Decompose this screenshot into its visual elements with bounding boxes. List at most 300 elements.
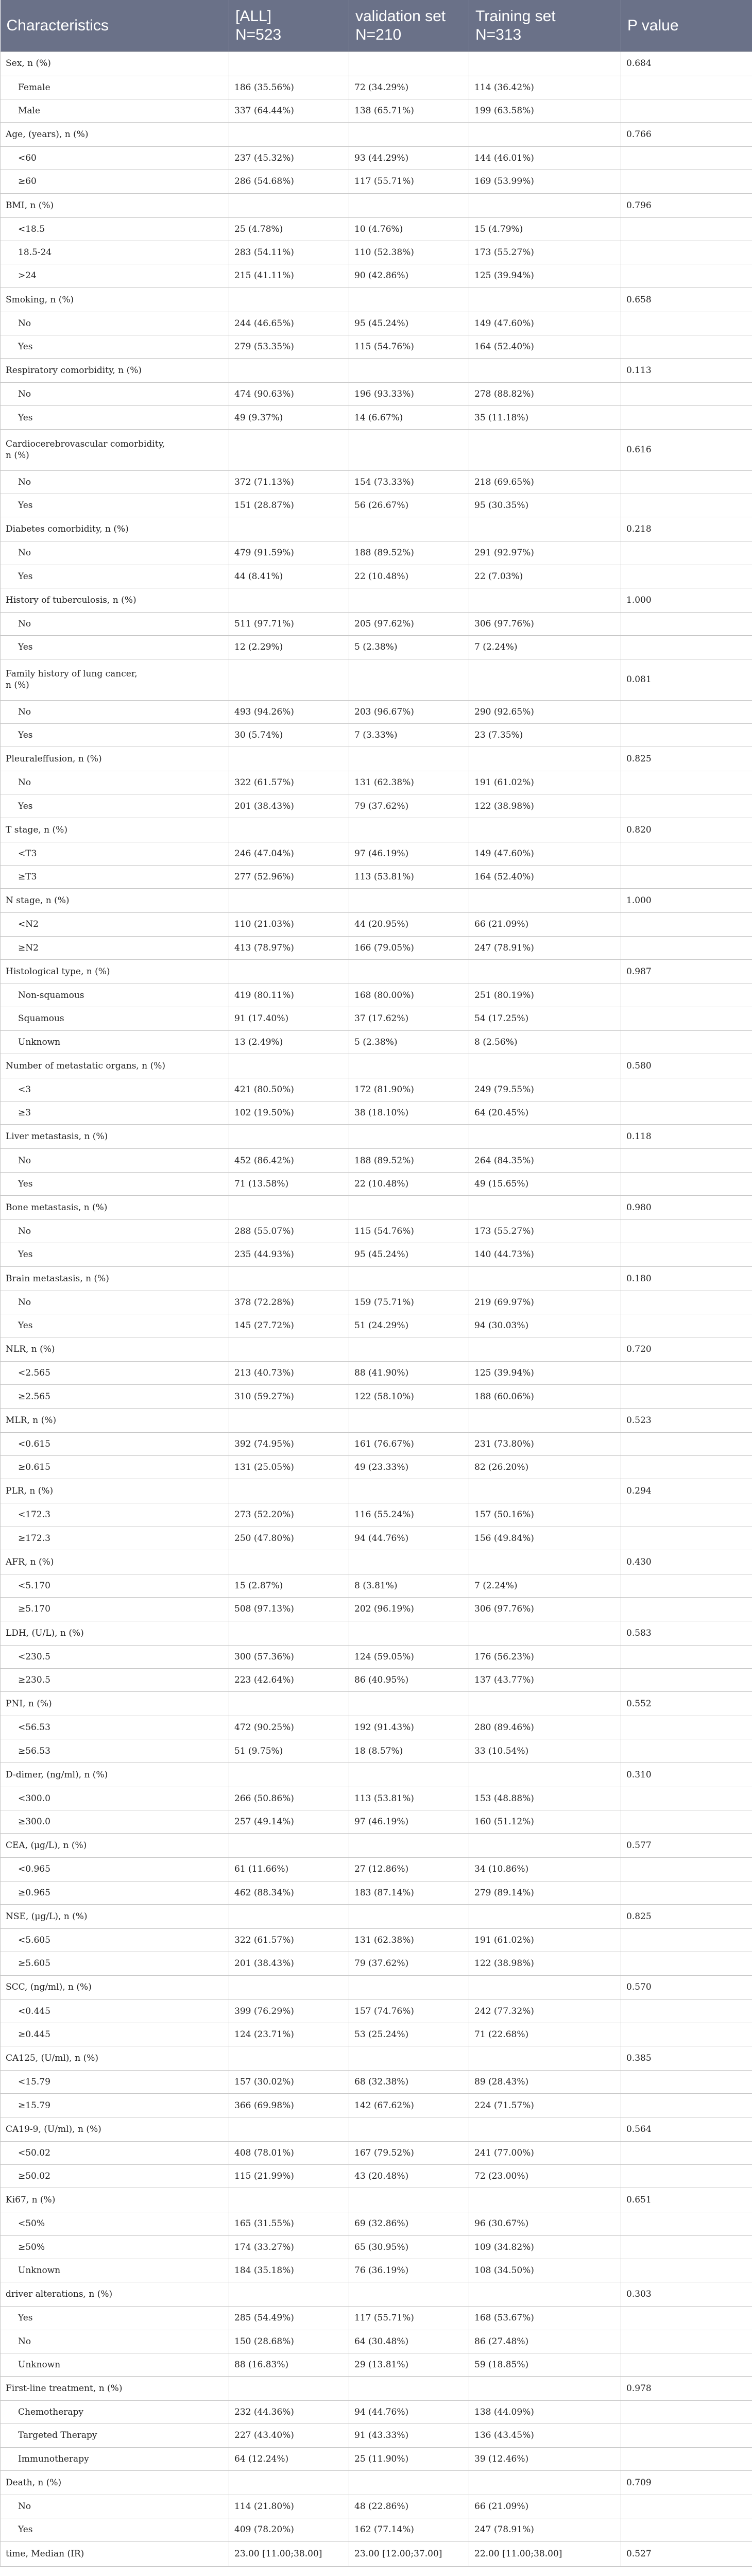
training-value-cell: 34 (10.86%) <box>469 1858 621 1881</box>
header-p-value: P value <box>627 16 679 34</box>
table-row <box>1 1101 752 1125</box>
empty-cell <box>621 1149 752 1172</box>
all-value-cell: 114 (21.80%) <box>229 2495 349 2518</box>
empty-cell <box>621 2330 752 2353</box>
subcategory-label: <50% <box>1 2212 229 2235</box>
training-value-cell: 149 (47.60%) <box>469 312 621 335</box>
validation-value-cell: 56 (26.67%) <box>349 494 469 517</box>
table-row <box>1 2094 752 2117</box>
subcategory-label: <3 <box>1 1078 229 1101</box>
validation-value-cell: 69 (32.86%) <box>349 2212 469 2235</box>
all-value-cell: 213 (40.73%) <box>229 1362 349 1385</box>
empty-cell <box>469 588 621 612</box>
validation-value-cell: 5 (2.38%) <box>349 636 469 659</box>
validation-value-cell: 110 (52.38%) <box>349 241 469 264</box>
validation-value-cell: 64 (30.48%) <box>349 2330 469 2353</box>
p-value-cell: 0.113 <box>621 359 752 383</box>
empty-cell <box>621 2235 752 2259</box>
category-row <box>1 359 752 383</box>
subcategory-label: <T3 <box>1 842 229 865</box>
table-row <box>1 2071 752 2094</box>
empty-cell <box>469 517 621 541</box>
category-label: Brain metastasis, n (%) <box>1 1266 229 1291</box>
subcategory-label: ≥15.79 <box>1 2094 229 2117</box>
all-value-cell: 88 (16.83%) <box>229 2353 349 2376</box>
empty-cell <box>621 1314 752 1337</box>
training-value-cell: 247 (78.91%) <box>469 2518 621 2541</box>
subcategory-label: Yes <box>1 723 229 747</box>
training-value-cell: 306 (97.76%) <box>469 612 621 635</box>
training-value-cell: 164 (52.40%) <box>469 335 621 358</box>
empty-cell <box>621 636 752 659</box>
empty-cell <box>229 889 349 913</box>
training-value-cell: 136 (43.45%) <box>469 2424 621 2447</box>
table-row <box>1 494 752 517</box>
subcategory-label: Yes <box>1 565 229 588</box>
subcategory-label: Yes <box>1 2518 229 2541</box>
training-value-cell: 247 (78.91%) <box>469 936 621 959</box>
p-value-cell: 1.000 <box>621 588 752 612</box>
validation-value-cell: 192 (91.43%) <box>349 1716 469 1739</box>
category-label: Diabetes comorbidity, n (%) <box>1 517 229 541</box>
table-row <box>1 565 752 588</box>
empty-cell <box>621 1645 752 1668</box>
category-label: Number of metastatic organs, n (%) <box>1 1054 229 1078</box>
table-row <box>1 1999 752 2023</box>
training-value-cell: 23 (7.35%) <box>469 723 621 747</box>
category-label: LDH, (U/L), n (%) <box>1 1621 229 1645</box>
all-value-cell: 462 (88.34%) <box>229 1881 349 1904</box>
all-value-cell: 413 (78.97%) <box>229 936 349 959</box>
empty-cell <box>349 1762 469 1787</box>
table-row <box>1 1078 752 1101</box>
empty-cell <box>349 1408 469 1432</box>
all-value-cell: 215 (41.11%) <box>229 264 349 287</box>
subcategory-label: ≥230.5 <box>1 1668 229 1691</box>
table-row <box>1 1739 752 1762</box>
empty-cell <box>469 1196 621 1220</box>
empty-cell <box>621 2094 752 2117</box>
empty-cell <box>469 889 621 913</box>
subcategory-label: <18.5 <box>1 217 229 241</box>
category-label: PNI, n (%) <box>1 1692 229 1716</box>
empty-cell <box>349 588 469 612</box>
table-row <box>1 1503 752 1527</box>
validation-value-cell: 116 (55.24%) <box>349 1503 469 1527</box>
empty-cell <box>469 1975 621 1999</box>
subcategory-label: ≥T3 <box>1 866 229 889</box>
training-value-cell: 173 (55.27%) <box>469 241 621 264</box>
p-value-cell: 0.570 <box>621 1975 752 1999</box>
empty-cell <box>621 170 752 193</box>
subcategory-label: Immunotherapy <box>1 2447 229 2470</box>
table-row <box>1 2141 752 2164</box>
subcategory-label: Yes <box>1 494 229 517</box>
training-value-cell: 199 (63.58%) <box>469 99 621 122</box>
all-value-cell: 408 (78.01%) <box>229 2141 349 2164</box>
empty-cell <box>621 2447 752 2470</box>
all-value-cell: 419 (80.11%) <box>229 984 349 1007</box>
category-row <box>1 1692 752 1716</box>
table-row <box>1 2401 752 2424</box>
table-row <box>1 1149 752 1172</box>
training-value-cell: 125 (39.94%) <box>469 1362 621 1385</box>
empty-cell <box>621 723 752 747</box>
validation-value-cell: 138 (65.71%) <box>349 99 469 122</box>
validation-value-cell: 95 (45.24%) <box>349 1243 469 1266</box>
subcategory-label: Targeted Therapy <box>1 2424 229 2447</box>
table-row <box>1 1291 752 1314</box>
category-row <box>1 1266 752 1291</box>
subcategory-label: <0.615 <box>1 1432 229 1455</box>
category-row <box>1 2046 752 2071</box>
empty-cell <box>349 818 469 842</box>
subcategory-label: ≥172.3 <box>1 1527 229 1550</box>
all-value-cell: 266 (50.86%) <box>229 1787 349 1810</box>
table-row <box>1 700 752 723</box>
header-training-set: Training set N=313 <box>469 0 621 52</box>
training-value-cell: 109 (34.82%) <box>469 2235 621 2259</box>
all-value-cell: 102 (19.50%) <box>229 1101 349 1125</box>
empty-cell <box>621 1999 752 2023</box>
all-value-cell: 421 (80.50%) <box>229 1078 349 1101</box>
training-value-cell: 191 (61.02%) <box>469 1928 621 1952</box>
empty-cell <box>349 1266 469 1291</box>
subcategory-label: 18.5-24 <box>1 241 229 264</box>
subcategory-label: Female <box>1 76 229 99</box>
subcategory-label: No <box>1 2495 229 2518</box>
p-value-cell: 0.978 <box>621 2377 752 2401</box>
table-row <box>1 771 752 794</box>
p-value-cell: 0.218 <box>621 517 752 541</box>
all-value-cell: 479 (91.59%) <box>229 541 349 565</box>
table-body <box>1 52 752 2566</box>
p-value-cell: 0.980 <box>621 1196 752 1220</box>
empty-cell <box>621 1432 752 1455</box>
empty-cell <box>621 2071 752 2094</box>
all-value-cell: 257 (49.14%) <box>229 1810 349 1834</box>
all-value-cell: 310 (59.27%) <box>229 1385 349 1408</box>
empty-cell <box>349 123 469 147</box>
header-characteristics: Characteristics <box>1 0 229 52</box>
table-row <box>1 723 752 747</box>
training-value-cell: 66 (21.09%) <box>469 2495 621 2518</box>
empty-cell <box>621 1668 752 1691</box>
p-value-cell: 0.580 <box>621 1054 752 1078</box>
empty-cell <box>469 659 621 700</box>
empty-cell <box>349 1550 469 1574</box>
validation-value-cell: 94 (44.76%) <box>349 2401 469 2424</box>
validation-value-cell: 49 (23.33%) <box>349 1456 469 1479</box>
empty-cell <box>229 2046 349 2071</box>
validation-value-cell: 23.00 [12.00;37.00] <box>349 2541 469 2566</box>
category-label: First-line treatment, n (%) <box>1 2377 229 2401</box>
validation-value-cell: 8 (3.81%) <box>349 1574 469 1597</box>
validation-value-cell: 43 (20.48%) <box>349 2165 469 2188</box>
validation-value-cell: 18 (8.57%) <box>349 1739 469 1762</box>
subcategory-label: No <box>1 470 229 494</box>
subcategory-label: No <box>1 1291 229 1314</box>
training-value-cell: 231 (73.80%) <box>469 1432 621 1455</box>
p-value-cell: 0.180 <box>621 1266 752 1291</box>
all-value-cell: 145 (27.72%) <box>229 1314 349 1337</box>
table-row <box>1 1527 752 1550</box>
empty-cell <box>349 517 469 541</box>
subcategory-label: ≥N2 <box>1 936 229 959</box>
p-value-cell: 0.766 <box>621 123 752 147</box>
empty-cell <box>621 1030 752 1054</box>
table-row <box>1 2212 752 2235</box>
subcategory-label: <5.170 <box>1 1574 229 1597</box>
empty-cell <box>621 541 752 565</box>
p-value-cell: 0.118 <box>621 1125 752 1149</box>
empty-cell <box>229 1550 349 1574</box>
empty-cell <box>349 1196 469 1220</box>
subcategory-label: ≥50% <box>1 2235 229 2259</box>
validation-value-cell: 79 (37.62%) <box>349 1952 469 1975</box>
validation-value-cell: 37 (17.62%) <box>349 1007 469 1030</box>
table-row <box>1 794 752 818</box>
table-row <box>1 541 752 565</box>
empty-cell <box>621 2495 752 2518</box>
validation-value-cell: 142 (67.62%) <box>349 2094 469 2117</box>
all-value-cell: 184 (35.18%) <box>229 2259 349 2282</box>
empty-cell <box>621 936 752 959</box>
table-row <box>1 1668 752 1691</box>
empty-cell <box>621 264 752 287</box>
category-label: NLR, n (%) <box>1 1337 229 1362</box>
empty-cell <box>621 2518 752 2541</box>
table-row <box>1 636 752 659</box>
subcategory-label: <56.53 <box>1 1716 229 1739</box>
all-value-cell: 235 (44.93%) <box>229 1243 349 1266</box>
empty-cell <box>229 1762 349 1787</box>
subcategory-label: <230.5 <box>1 1645 229 1668</box>
training-value-cell: 306 (97.76%) <box>469 1598 621 1621</box>
p-value-cell: 0.820 <box>621 818 752 842</box>
category-row <box>1 287 752 312</box>
empty-cell <box>621 1881 752 1904</box>
table-row <box>1 984 752 1007</box>
category-row <box>1 2470 752 2495</box>
validation-value-cell: 167 (79.52%) <box>349 2141 469 2164</box>
category-row <box>1 517 752 541</box>
all-value-cell: 288 (55.07%) <box>229 1220 349 1243</box>
p-value-cell: 0.303 <box>621 2282 752 2307</box>
table-row <box>1 1385 752 1408</box>
training-value-cell: 49 (15.65%) <box>469 1172 621 1195</box>
empty-cell <box>621 1007 752 1030</box>
validation-value-cell: 113 (53.81%) <box>349 1787 469 1810</box>
empty-cell <box>229 52 349 76</box>
empty-cell <box>469 429 621 470</box>
empty-cell <box>469 2377 621 2401</box>
empty-cell <box>349 747 469 771</box>
validation-value-cell: 188 (89.52%) <box>349 541 469 565</box>
empty-cell <box>229 1125 349 1149</box>
training-value-cell: 95 (30.35%) <box>469 494 621 517</box>
category-label: CA125, (U/ml), n (%) <box>1 2046 229 2071</box>
empty-cell <box>229 2188 349 2212</box>
empty-cell <box>229 429 349 470</box>
training-value-cell: 8 (2.56%) <box>469 1030 621 1054</box>
validation-value-cell: 10 (4.76%) <box>349 217 469 241</box>
training-value-cell: 168 (53.67%) <box>469 2307 621 2330</box>
empty-cell <box>621 1928 752 1952</box>
category-label: CA19-9, (U/ml), n (%) <box>1 2117 229 2141</box>
validation-value-cell: 25 (11.90%) <box>349 2447 469 2470</box>
empty-cell <box>621 1291 752 1314</box>
table-row <box>1 1007 752 1030</box>
subcategory-label: <2.565 <box>1 1362 229 1385</box>
empty-cell <box>621 1810 752 1834</box>
category-row <box>1 588 752 612</box>
empty-cell <box>621 99 752 122</box>
training-value-cell: 157 (50.16%) <box>469 1503 621 1527</box>
category-label: Respiratory comorbidity, n (%) <box>1 359 229 383</box>
subcategory-label: <50.02 <box>1 2141 229 2164</box>
empty-cell <box>229 1408 349 1432</box>
validation-value-cell: 205 (97.62%) <box>349 612 469 635</box>
subcategory-label: <172.3 <box>1 1503 229 1527</box>
subcategory-label: No <box>1 541 229 565</box>
validation-value-cell: 93 (44.29%) <box>349 147 469 170</box>
empty-cell <box>621 612 752 635</box>
category-label: MLR, n (%) <box>1 1408 229 1432</box>
all-value-cell: 300 (57.36%) <box>229 1645 349 1668</box>
empty-cell <box>349 1621 469 1645</box>
validation-value-cell: 38 (18.10%) <box>349 1101 469 1125</box>
empty-cell <box>229 1337 349 1362</box>
empty-cell <box>469 1054 621 1078</box>
training-value-cell: 66 (21.09%) <box>469 913 621 936</box>
training-value-cell: 89 (28.43%) <box>469 2071 621 2094</box>
table-row <box>1 264 752 287</box>
subcategory-label: ≥0.965 <box>1 1881 229 1904</box>
all-value-cell: 49 (9.37%) <box>229 406 349 429</box>
empty-cell <box>469 2470 621 2495</box>
empty-cell <box>349 1479 469 1503</box>
table-row <box>1 1952 752 1975</box>
subcategory-label: ≥56.53 <box>1 1739 229 1762</box>
empty-cell <box>621 2307 752 2330</box>
empty-cell <box>469 2282 621 2307</box>
validation-value-cell: 94 (44.76%) <box>349 1527 469 1550</box>
all-value-cell: 201 (38.43%) <box>229 1952 349 1975</box>
category-row <box>1 1975 752 1999</box>
validation-value-cell: 90 (42.86%) <box>349 264 469 287</box>
empty-cell <box>349 2046 469 2071</box>
all-value-cell: 285 (54.49%) <box>229 2307 349 2330</box>
empty-cell <box>621 217 752 241</box>
empty-cell <box>621 1220 752 1243</box>
subcategory-label: No <box>1 700 229 723</box>
all-value-cell: 124 (23.71%) <box>229 2023 349 2046</box>
empty-cell <box>621 842 752 865</box>
empty-cell <box>621 2424 752 2447</box>
empty-cell <box>229 1692 349 1716</box>
p-value-cell: 0.310 <box>621 1762 752 1787</box>
empty-cell <box>621 2141 752 2164</box>
training-value-cell: 169 (53.99%) <box>469 170 621 193</box>
validation-value-cell: 166 (79.05%) <box>349 936 469 959</box>
table-row <box>1 1881 752 1904</box>
all-value-cell: 25 (4.78%) <box>229 217 349 241</box>
empty-cell <box>229 2470 349 2495</box>
empty-cell <box>349 2188 469 2212</box>
all-value-cell: 174 (33.27%) <box>229 2235 349 2259</box>
category-row <box>1 747 752 771</box>
empty-cell <box>621 147 752 170</box>
table-row <box>1 406 752 429</box>
table-row <box>1 99 752 122</box>
empty-cell <box>621 700 752 723</box>
subcategory-label: ≥5.605 <box>1 1952 229 1975</box>
empty-cell <box>621 494 752 517</box>
empty-cell <box>621 406 752 429</box>
category-row <box>1 1125 752 1149</box>
empty-cell <box>469 359 621 383</box>
validation-value-cell: 44 (20.95%) <box>349 913 469 936</box>
validation-value-cell: 76 (36.19%) <box>349 2259 469 2282</box>
subcategory-label: ≥3 <box>1 1101 229 1125</box>
validation-value-cell: 161 (76.67%) <box>349 1432 469 1455</box>
p-value-cell: 0.564 <box>621 2117 752 2141</box>
category-label: Family history of lung cancer, n (%) <box>1 659 229 700</box>
empty-cell <box>229 2377 349 2401</box>
category-row <box>1 2377 752 2401</box>
empty-cell <box>349 1337 469 1362</box>
validation-value-cell: 115 (54.76%) <box>349 1220 469 1243</box>
category-label: N stage, n (%) <box>1 889 229 913</box>
subcategory-label: Non-squamous <box>1 984 229 1007</box>
category-label: PLR, n (%) <box>1 1479 229 1503</box>
category-row <box>1 2117 752 2141</box>
all-value-cell: 273 (52.20%) <box>229 1503 349 1527</box>
training-value-cell: 137 (43.77%) <box>469 1668 621 1691</box>
subcategory-label: <300.0 <box>1 1787 229 1810</box>
subcategory-label: ≥60 <box>1 170 229 193</box>
empty-cell <box>229 1975 349 1999</box>
all-value-cell: 283 (54.11%) <box>229 241 349 264</box>
time-row <box>1 2541 752 2566</box>
category-label: Smoking, n (%) <box>1 287 229 312</box>
empty-cell <box>349 1054 469 1078</box>
all-value-cell: 12 (2.29%) <box>229 636 349 659</box>
all-value-cell: 13 (2.49%) <box>229 1030 349 1054</box>
subcategory-label: Squamous <box>1 1007 229 1030</box>
empty-cell <box>621 2165 752 2188</box>
empty-cell <box>621 565 752 588</box>
training-value-cell: 15 (4.79%) <box>469 217 621 241</box>
validation-value-cell: 86 (40.95%) <box>349 1668 469 1691</box>
all-value-cell: 227 (43.40%) <box>229 2424 349 2447</box>
empty-cell <box>469 1479 621 1503</box>
validation-value-cell: 168 (80.00%) <box>349 984 469 1007</box>
empty-cell <box>621 913 752 936</box>
category-row <box>1 818 752 842</box>
p-value-cell: 0.825 <box>621 747 752 771</box>
training-value-cell: 71 (22.68%) <box>469 2023 621 2046</box>
all-value-cell: 337 (64.44%) <box>229 99 349 122</box>
validation-value-cell: 183 (87.14%) <box>349 1881 469 1904</box>
table-row <box>1 1314 752 1337</box>
category-label: Ki67, n (%) <box>1 2188 229 2212</box>
empty-cell <box>469 123 621 147</box>
p-value-cell: 0.709 <box>621 2470 752 2495</box>
training-value-cell: 156 (49.84%) <box>469 1527 621 1550</box>
validation-value-cell: 196 (93.33%) <box>349 383 469 406</box>
